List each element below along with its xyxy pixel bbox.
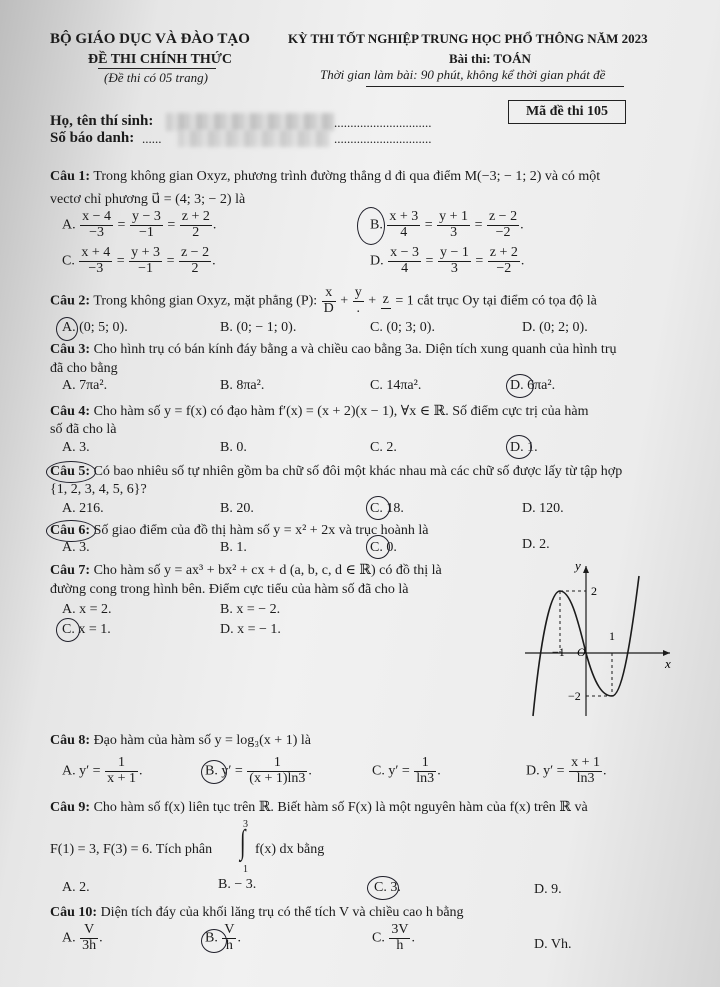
q8-stem: Câu 8: Đạo hàm của hàm số y = log₃(x + 1) là xyxy=(50,733,311,748)
id-dots: .............................. xyxy=(334,131,432,146)
q2-option-b: B. (0; − 1; 0). xyxy=(220,320,297,335)
tick-yneg2: −2 xyxy=(568,689,581,703)
q1-a-frac2: $\frac{y - 3}{-1}$ xyxy=(131,209,161,240)
id-dots-short: ...... xyxy=(142,131,162,146)
q1-a-frac1: $\frac{x - 4}{-3}$ xyxy=(82,209,112,240)
q4-stem-line1: Câu 4: Cho hàm số y = f(x) có đạo hàm f′(x) = (x + 2)(x − 1), ∀x ∈ ℝ. Số điểm cực trị của hàm xyxy=(50,404,589,419)
q10-option-d: D. Vh. xyxy=(534,937,572,952)
q5-option-a: A. 216. xyxy=(62,501,104,516)
q2-answer-circle xyxy=(56,317,78,341)
q5-option-d: D. 120. xyxy=(522,501,564,516)
q2-option-d: D. (0; 2; 0). xyxy=(522,320,588,335)
integral-sign: ∫ xyxy=(239,824,246,861)
q9-upper-limit: 3 xyxy=(243,819,248,830)
q9-option-c: C. 3. xyxy=(374,880,401,895)
q2-stem: Câu 2: Trong không gian Oxyz, mặt phẳng (P): $\frac{x}{D}$ + $\frac{y}{.}$ + z = 1 cắt trục Oy tại điểm có tọa độ là xyxy=(50,285,597,316)
q7-option-a: A. x = 2. xyxy=(62,602,112,617)
q6-label-circle xyxy=(46,520,96,542)
q4-option-a: A. 3. xyxy=(62,440,90,455)
q7-option-b: B. x = − 2. xyxy=(220,602,281,617)
q1-label: Câu 1: xyxy=(50,169,91,184)
q1-text2: vectơ chỉ phương u⃗ = (4; 3; − 2) là xyxy=(50,192,246,207)
y-axis-label: y xyxy=(575,558,581,573)
header-underline xyxy=(98,68,216,69)
q4-option-c: C. 2. xyxy=(370,440,397,455)
candidate-name-label: Họ, tên thí sinh: xyxy=(50,113,154,129)
q6-option-d: D. 2. xyxy=(522,537,550,552)
q6-option-c: C. 0. xyxy=(370,540,397,555)
tick-xneg1: −1 xyxy=(552,645,565,659)
q5-label-circle xyxy=(46,461,96,483)
q1-option-a: A. $\frac{x - 4}{-3}$ = $\frac{y - 3}{-1}$ = $\frac{z + 2}{2}$ . xyxy=(62,209,217,240)
tick-x1: 1 xyxy=(609,629,615,643)
q5-option-c: C. 18. xyxy=(370,501,404,516)
q3-stem-line1: Câu 3: Cho hình trụ có bán kính đáy bằng a và chiều cao bằng 3a. Diện tích xung quanh của hình trụ xyxy=(50,342,617,357)
q9-option-d: D. 9. xyxy=(534,882,562,897)
q1-option-b: B. $\frac{x + 3}{4}$ = $\frac{y + 1}{3}$ = $\frac{z - 2}{-2}$ . xyxy=(370,209,524,240)
official-label: ĐỀ THI CHÍNH THỨC xyxy=(88,52,233,67)
q5-text2: {1, 2, 3, 4, 5, 6}? xyxy=(50,482,147,497)
q1-stem-line1 xyxy=(50,169,600,185)
q3-option-b: B. 8πa². xyxy=(220,378,265,393)
origin-label: O xyxy=(577,645,586,659)
q7-graph xyxy=(515,556,680,721)
blurred-name xyxy=(166,113,334,131)
pages-note: (Đề thi có 05 trang) xyxy=(104,70,208,85)
y-axis-arrow xyxy=(583,566,589,573)
q5-stem-line1: Câu 5: Có bao nhiêu số tự nhiên gồm ba chữ số đôi một khác nhau mà các chữ số được lấy từ tập hợp xyxy=(50,464,623,479)
q6-answer-circle xyxy=(366,535,390,559)
q3-option-d: D. 6πa². xyxy=(510,378,556,393)
q4-option-d: D. 1. xyxy=(510,440,538,455)
q7-stem-line1: Câu 7: Cho hàm số y = ax³ + bx² + cx + d (a, b, c, d ∈ ℝ) có đồ thị là xyxy=(50,563,442,578)
q10-option-c: C. $\frac{3V}{h}$ . xyxy=(372,922,415,953)
q2-option-a: A. (0; 5; 0). xyxy=(62,320,128,335)
q8-option-d: D. y′ = $\frac{x + 1}{\ln 3}$ . xyxy=(526,755,607,786)
q1-option-d: D. $\frac{x - 3}{4}$ = $\frac{y - 1}{3}$ = $\frac{z + 2}{-2}$ . xyxy=(370,245,525,276)
q7-option-c: C. x = 1. xyxy=(62,622,111,637)
q10-answer-circle xyxy=(201,929,227,953)
q9-integrand: f(x) dx bằng xyxy=(255,842,325,857)
ministry-name: BỘ GIÁO DỤC VÀ ĐÀO TẠO xyxy=(50,31,250,47)
q4-answer-circle xyxy=(506,435,532,459)
q1-text1: Trong không gian Oxyz, phương trình đường thẳng d đi qua điểm M(−3; − 1; 2) và có một xyxy=(93,169,601,184)
q8-option-a: A. y′ = $\frac{1}{x + 1}$ . xyxy=(62,755,143,786)
q9-text2: F(1) = 3, F(3) = 6. Tích phân xyxy=(50,842,213,857)
q9-option-b: B. − 3. xyxy=(218,877,257,892)
q1-answer-circle xyxy=(357,207,385,245)
q8-answer-circle xyxy=(201,760,227,784)
blurred-id xyxy=(178,130,330,147)
q4-option-b: B. 0. xyxy=(220,440,247,455)
q8-option-c: C. y′ = $\frac{1}{\ln 3}$ . xyxy=(372,755,441,786)
name-dots: .............................. xyxy=(334,115,432,130)
time-underline xyxy=(366,86,624,87)
subject-label: Bài thi: TOÁN xyxy=(449,51,531,66)
q2-option-c: C. (0; 3; 0). xyxy=(370,320,435,335)
q3-text2: đã cho bằng xyxy=(50,361,118,376)
q6-option-a: A. 3. xyxy=(62,540,90,555)
q1-a-frac3: $\frac{z + 2}{2}$ xyxy=(181,209,210,240)
q10-option-a: A. $\frac{V}{3h}$ . xyxy=(62,922,103,953)
q8-option-b: B. y′ = $\frac{1}{(x + 1)\ln 3}$ . xyxy=(205,755,312,786)
q6-option-b: B. 1. xyxy=(220,540,247,555)
q3-option-c: C. 14πa². xyxy=(370,378,422,393)
q9-lower-limit: 1 xyxy=(243,864,248,875)
q3-answer-circle xyxy=(506,374,534,398)
q9-answer-circle xyxy=(367,876,399,900)
q9-stem-line1: Câu 9: Cho hàm số f(x) liên tục trên ℝ. Biết hàm số F(x) là một nguyên hàm của f(x) trên ℝ và xyxy=(50,800,588,815)
time-note: Thời gian làm bài: 90 phút, không kể thời gian phát đề xyxy=(320,67,606,82)
q10-option-b: B. $\frac{V}{h}$ . xyxy=(205,922,241,953)
tick-y2: 2 xyxy=(591,584,597,598)
candidate-id-label: Số báo danh: xyxy=(50,130,135,146)
q10-stem: Câu 10: Diện tích đáy của khối lăng trụ có thể tích V và chiều cao h bằng xyxy=(50,905,464,920)
q7-option-d: D. x = − 1. xyxy=(220,622,281,637)
q6-stem: Câu 6: Số giao điểm của đồ thị hàm số y = x² + 2x và trục hoành là xyxy=(50,523,429,538)
q5-option-b: B. 20. xyxy=(220,501,254,516)
q7-answer-circle xyxy=(56,618,80,642)
exam-code-box: Mã đề thi 105 xyxy=(508,100,626,124)
exam-title: KỲ THI TỐT NGHIỆP TRUNG HỌC PHỔ THÔNG NĂM 2023 xyxy=(288,31,648,46)
q4-text2: số đã cho là xyxy=(50,422,117,437)
x-axis-label: x xyxy=(665,656,671,671)
q5-answer-circle xyxy=(366,496,390,520)
q7-text2: đường cong trong hình bên. Điểm cực tiểu của hàm số đã cho là xyxy=(50,582,409,597)
q3-option-a: A. 7πa². xyxy=(62,378,108,393)
q1-option-c: C. $\frac{x + 4}{-3}$ = $\frac{y + 3}{-1}$ = $\frac{z - 2}{2}$ . xyxy=(62,245,216,276)
q9-option-a: A. 2. xyxy=(62,880,90,895)
